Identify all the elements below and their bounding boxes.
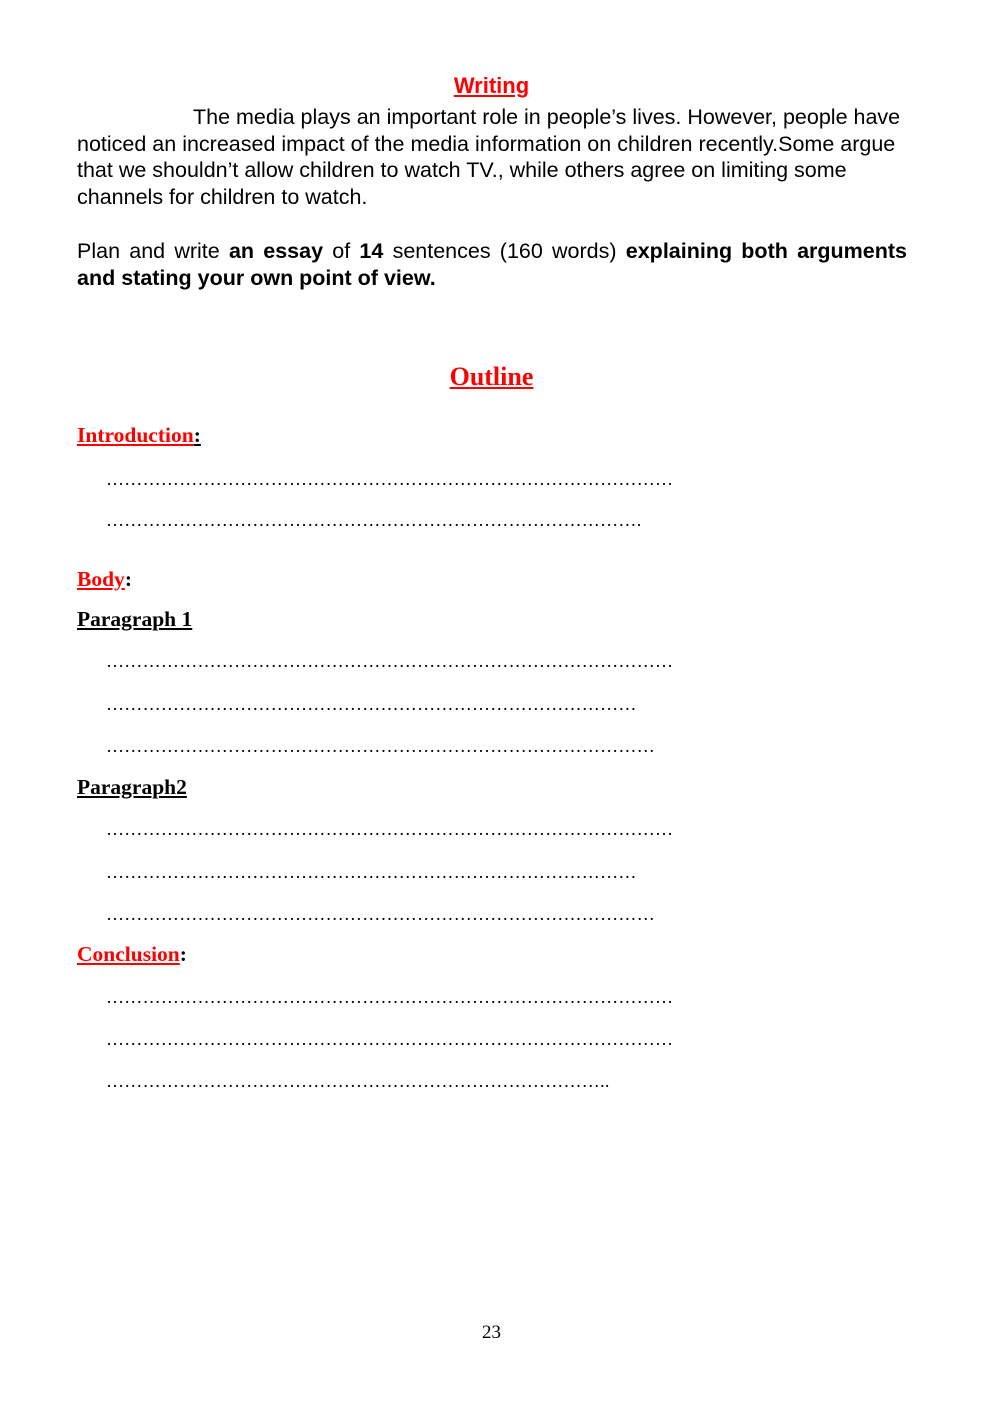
introduction-heading: [77, 423, 201, 448]
task-text-3: of: [332, 239, 351, 263]
prompt-paragraph: The media plays an important role in people’s lives. However, people have noticed an increased impact of the media information on children recently.Some argue that we shouldn’t allow children to watch TV., while others agree on limiting some channels for children to watch.: [77, 105, 901, 209]
introduction-colon: :: [193, 423, 201, 447]
outline-title: Outline: [449, 362, 534, 391]
paragraph-2-line-2[interactable]: ……………………………………………………………………………: [106, 862, 637, 882]
task-text-4: 14: [359, 239, 384, 263]
writing-heading: Writing: [453, 73, 530, 98]
conclusion-line-2[interactable]: …………………………………………………………………………………: [106, 1029, 674, 1049]
conclusion-label: Conclusion: [77, 942, 180, 966]
paragraph-2-label: Paragraph2: [77, 775, 187, 799]
task-text-2: an essay: [228, 239, 324, 263]
body-heading: [77, 567, 132, 592]
conclusion-line-3[interactable]: ………………………………………………………………………..: [106, 1071, 610, 1091]
paragraph-2-line-3[interactable]: ………………………………………………………………………………: [106, 904, 655, 924]
conclusion-line-1[interactable]: …………………………………………………………………………………: [106, 987, 674, 1007]
body-label: Body: [77, 567, 125, 591]
conclusion-colon: :: [179, 942, 187, 966]
paragraph-2-line-1[interactable]: …………………………………………………………………………………: [106, 819, 674, 839]
page-number: 23: [482, 1322, 501, 1343]
prompt-text: [77, 104, 907, 210]
task-instructions: [77, 238, 907, 292]
paragraph-2-heading: [77, 775, 187, 800]
task-text-5: sentences (160 words): [392, 239, 617, 263]
body-colon: :: [124, 567, 132, 591]
paragraph-1-line-1[interactable]: …………………………………………………………………………………: [106, 651, 674, 671]
introduction-label: Introduction: [77, 423, 194, 447]
paragraph-1-heading: [77, 607, 192, 632]
paragraph-1-label: Paragraph 1: [77, 607, 193, 631]
task-text-1: Plan and write: [77, 239, 220, 263]
introduction-line-1[interactable]: …………………………………………………………………………………: [106, 469, 674, 489]
task-text-6: explaining both arguments and stating your own point of view.: [77, 239, 907, 290]
conclusion-heading: [77, 942, 187, 967]
paragraph-1-line-3[interactable]: ………………………………………………………………………………: [106, 736, 655, 756]
paragraph-1-line-2[interactable]: ……………………………………………………………………………: [106, 694, 637, 714]
introduction-line-2[interactable]: …………………………………………………………………………….: [106, 510, 642, 530]
